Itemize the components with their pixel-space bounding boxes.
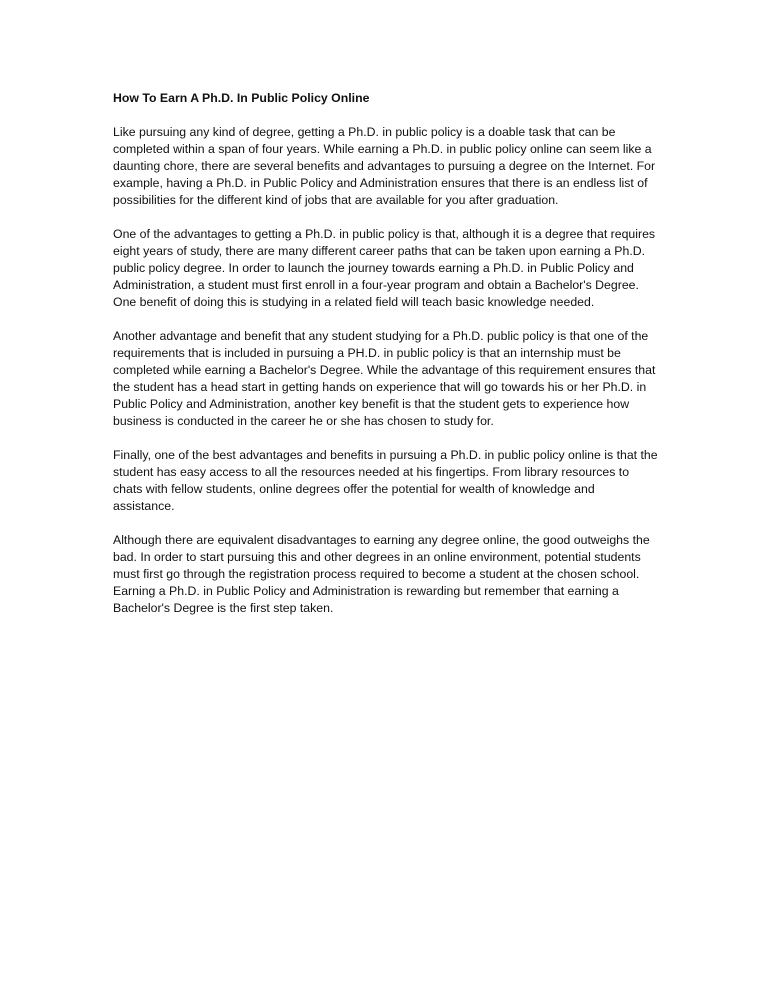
paragraph-2: One of the advantages to getting a Ph.D. in public policy is that, although it is a degree that requires eight years of study, there are many different career paths that can be taken upon earning a Ph.D. public policy degree. In order to launch the journey towards earning a Ph.D. in Public Policy and Administration, a student must first enroll in a four-year program and obtain a Bachelor's Degree. One benefit of doing this is studying in a related field will teach basic knowledge needed.: [113, 227, 656, 309]
paragraph-5: Although there are equivalent disadvantages to earning any degree online, the good outweighs the bad. In order to start pursuing this and other degrees in an online environment, potential students must first go through the registration process required to become a student at the chosen school. Earning a Ph.D. in Public Policy and Administration is rewarding but remember that earning a Bachelor's Degree is the first step taken.: [113, 533, 650, 615]
paragraph-3: Another advantage and benefit that any student studying for a Ph.D. public policy is that one of the requirements that is included in pursuing a PH.D. in public policy is that an internship must be completed while earning a Bachelor's Degree. While the advantage of this requirement ensures that the student has a head start in getting hands on experience that will go towards his or her Ph.D. in Public Policy and Administration, another key benefit is that the student gets to experience how business is conducted in the career he or she has chosen to study for.: [113, 329, 656, 428]
document-title: How To Earn A Ph.D. In Public Policy Online: [113, 91, 370, 105]
document-body: [113, 90, 658, 634]
paragraph-4: Finally, one of the best advantages and benefits in pursuing a Ph.D. in public policy online is that the student has easy access to all the resources needed at his fingertips. From library resources to chats with fellow students, online degrees offer the potential for wealth of knowledge and assistance.: [113, 448, 658, 513]
paragraph-1: Like pursuing any kind of degree, getting a Ph.D. in public policy is a doable task that can be completed within a span of four years. While earning a Ph.D. in public policy online can seem like a daunting chore, there are several benefits and advantages to pursuing a degree on the Internet. For example, having a Ph.D. in Public Policy and Administration ensures that there is an endless list of possibilities for the different kind of jobs that are available for you after graduation.: [113, 125, 656, 207]
